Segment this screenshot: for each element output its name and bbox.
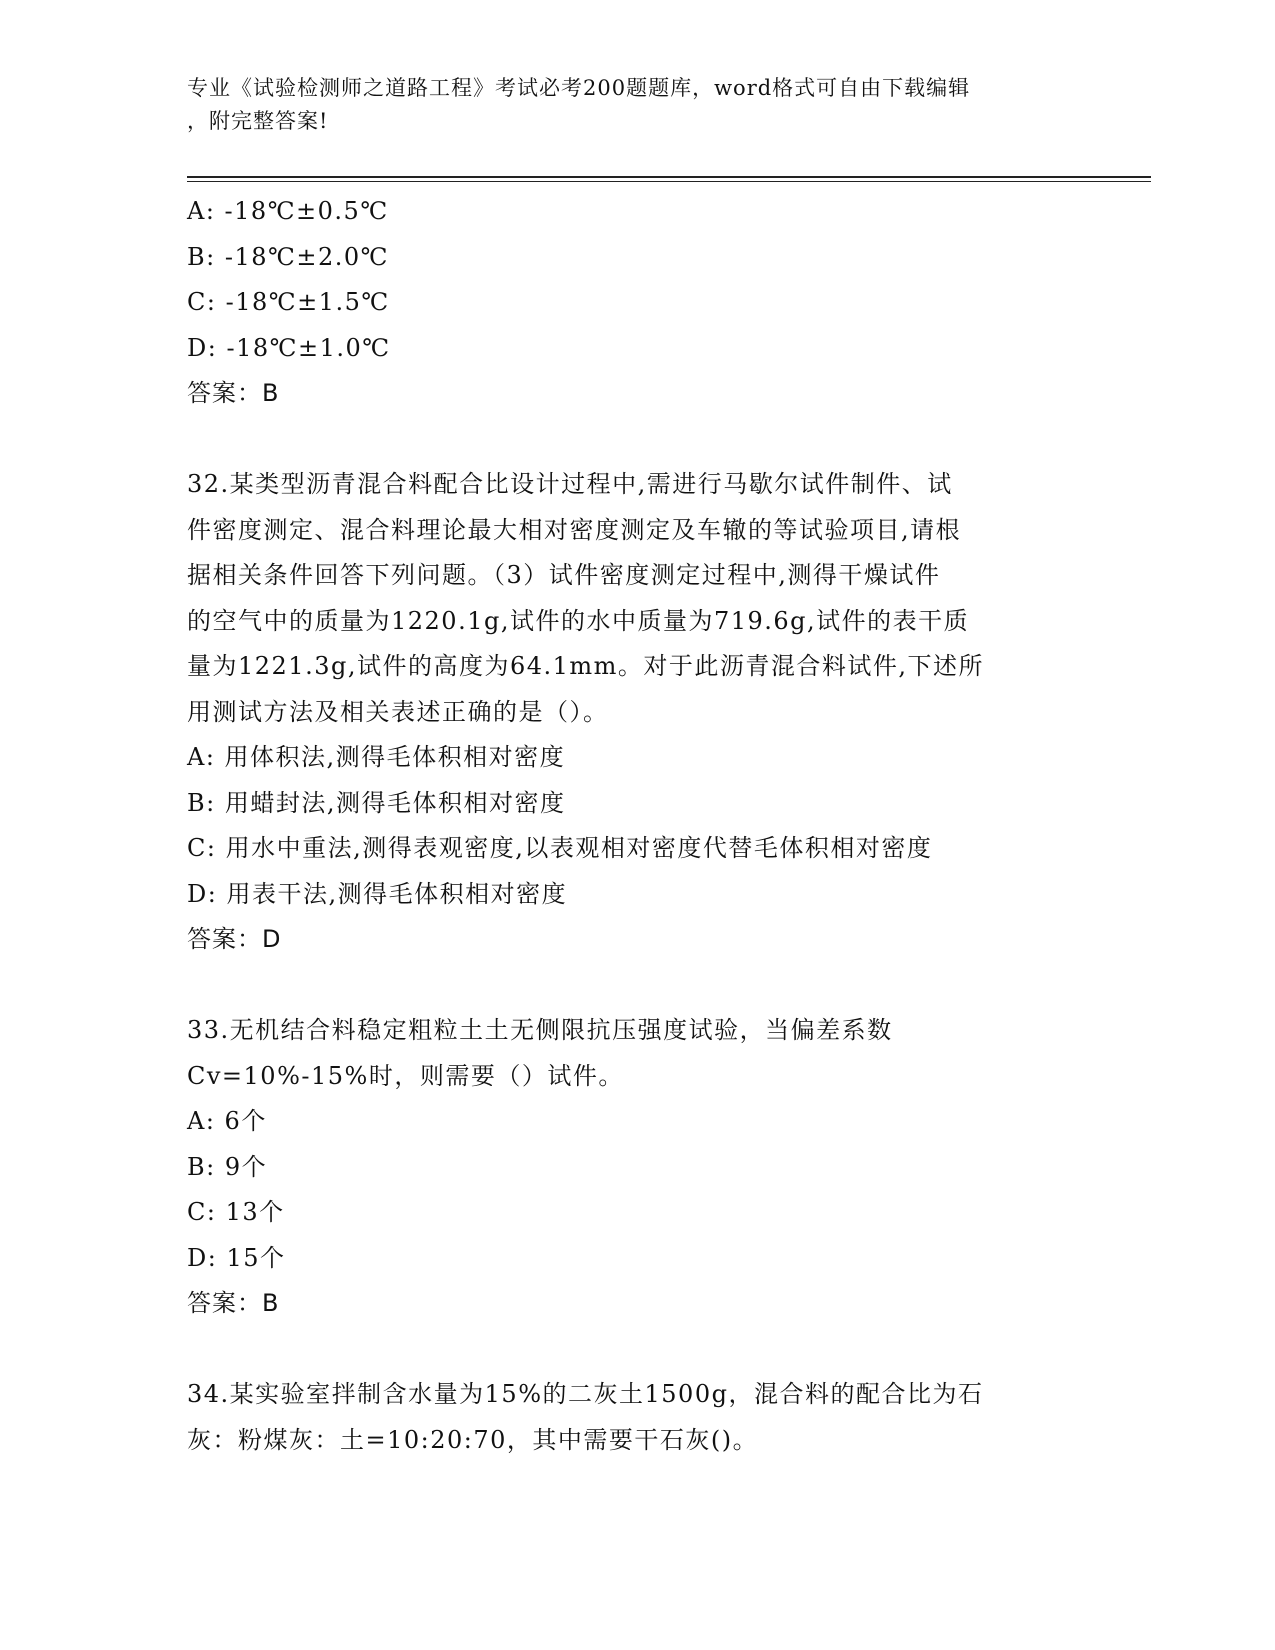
question-stem-line: 量为1221.3g,试件的高度为64.1mm。对于此沥青混合料试件,下述所: [187, 652, 985, 680]
question-stem-line: 的空气中的质量为1220.1g,试件的水中质量为719.6g,试件的表干质: [187, 606, 970, 635]
option-d: D: -18℃±1.0℃: [187, 333, 391, 362]
question-stem-line: 件密度测定、混合料理论最大相对密度测定及车辙的等试验项目,请根: [187, 515, 962, 544]
option-d: D: 用表干法,测得毛体积相对密度: [187, 879, 568, 908]
answer: 答案：B: [187, 379, 280, 407]
spacer: [187, 417, 1087, 463]
option-b: B: 9个: [187, 1152, 268, 1181]
option-a: A: 用体积法,测得毛体积相对密度: [187, 743, 566, 771]
option-b: B: 用蜡封法,测得毛体积相对密度: [187, 788, 566, 817]
option-a: A: 6个: [187, 1107, 267, 1135]
document-body: [187, 189, 1087, 1463]
question-stem-line: 用测试方法及相关表述正确的是（）。: [187, 697, 609, 726]
question-34: [187, 1372, 1087, 1463]
header-line-2: ，附完整答案!: [187, 109, 329, 133]
header-divider-thick: [187, 176, 1151, 178]
question-stem-line: Cv=10%-15%时，则需要（）试件。: [187, 1061, 624, 1090]
answer: 答案：B: [187, 1289, 280, 1317]
option-c: C: 13个: [187, 1198, 285, 1226]
question-stem-line: 32.某类型沥青混合料配合比设计过程中,需进行马歇尔试件制件、试: [187, 470, 953, 498]
option-c: C: 用水中重法,测得表观密度,以表观相对密度代替毛体积相对密度: [187, 834, 933, 862]
question-stem-line: 据相关条件回答下列问题。（3）试件密度测定过程中,测得干燥试件: [187, 561, 941, 589]
option-c: C: -18℃±1.5℃: [187, 288, 390, 316]
spacer: [187, 1327, 1087, 1373]
answer: 答案：D: [187, 925, 282, 953]
question-stem-line: 灰：粉煤灰：土=10:20:70，其中需要干石灰()。: [187, 1425, 759, 1454]
option-d: D: 15个: [187, 1243, 286, 1272]
option-a: A: -18℃±0.5℃: [187, 197, 389, 225]
header-divider-thin: [187, 181, 1151, 182]
question-32: [187, 462, 1087, 963]
question-31: [187, 189, 1087, 417]
header-line-1: 专业《试验检测师之道路工程》考试必考200题题库，word格式可自由下载编辑: [187, 76, 971, 100]
question-stem-line: 34.某实验室拌制含水量为15%的二灰土1500g，混合料的配合比为石: [187, 1380, 984, 1408]
spacer: [187, 963, 1087, 1009]
option-b: B: -18℃±2.0℃: [187, 242, 389, 271]
document-header: [187, 72, 1087, 138]
question-stem-line: 33.无机结合料稳定粗粒土土无侧限抗压强度试验，当偏差系数: [187, 1016, 893, 1044]
question-33: [187, 1008, 1087, 1327]
